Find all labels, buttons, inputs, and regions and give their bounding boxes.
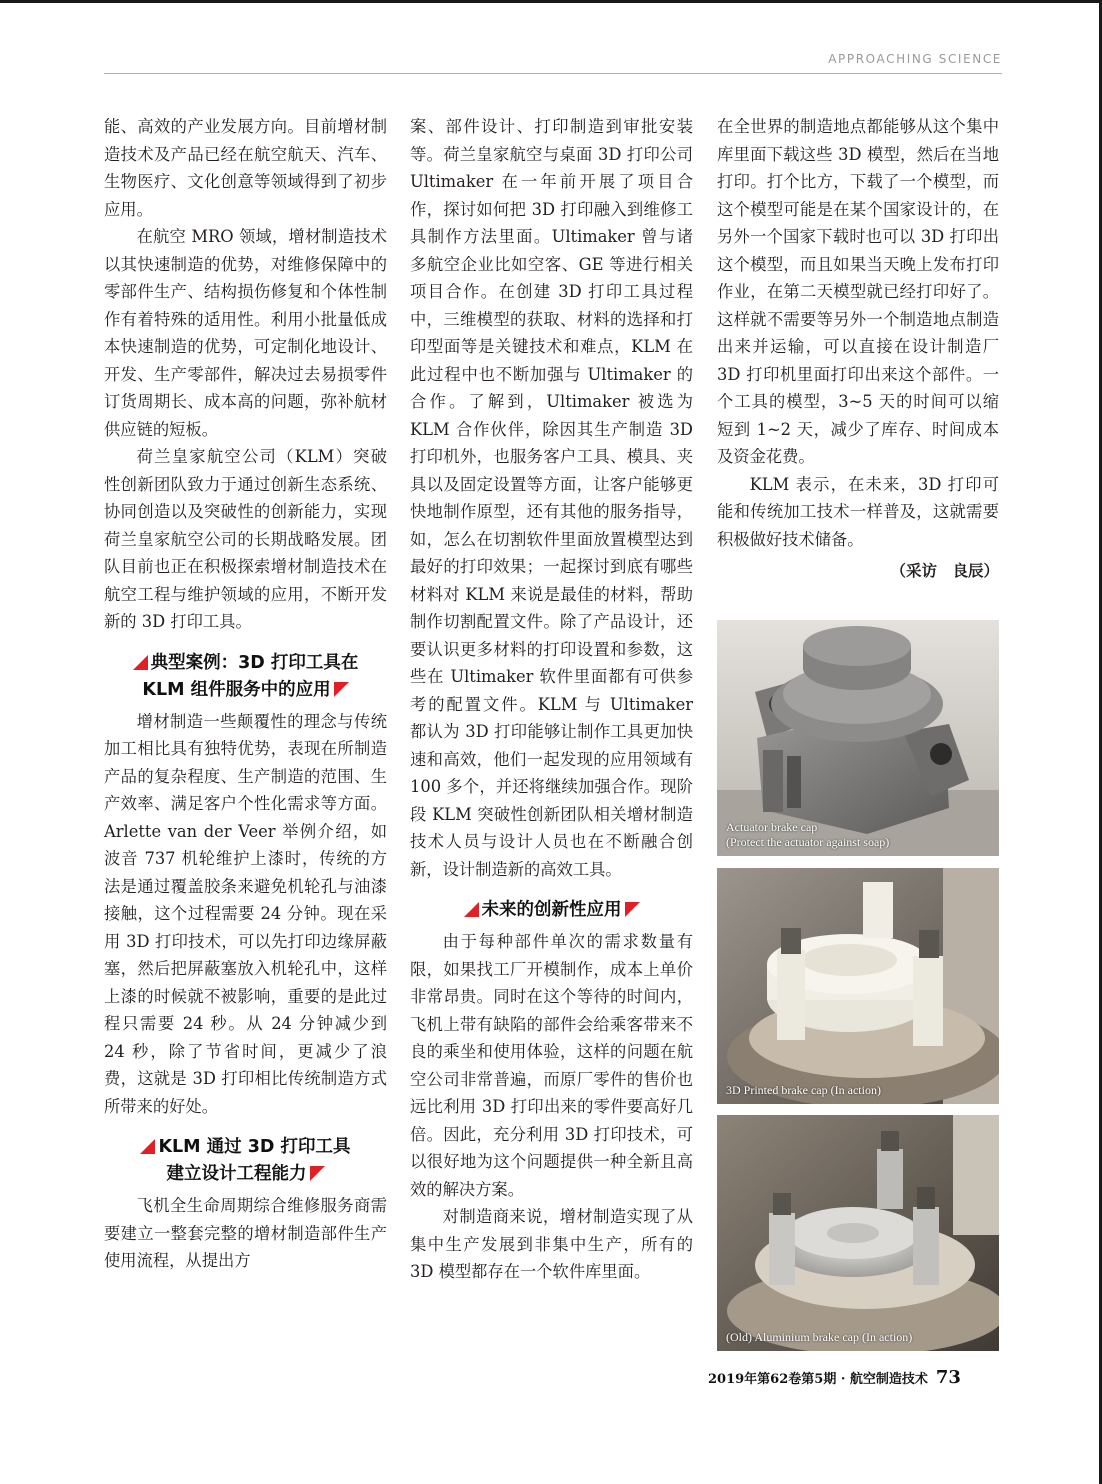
heading-line: 建立设计工程能力 <box>166 1164 307 1184</box>
frame-top-border <box>0 0 1102 3</box>
photo-aluminium-brake-cap <box>717 1115 999 1351</box>
page-number: 73 <box>935 1367 961 1388</box>
heading-line: KLM 通过 3D 打印工具 <box>158 1137 351 1157</box>
photo-3d-printed-brake-cap <box>717 868 999 1104</box>
section-heading-future-applications <box>410 897 693 924</box>
paragraph: KLM 表示，在未来，3D 打印可能和传统加工技术一样普及，这就需要积极做好技术储备。 <box>717 474 999 549</box>
paragraph: 在航空 MRO 领域，增材制造技术以其快速制造的优势，对维修保障中的零部件生产、结构损伤修复和个体性制作有着特殊的适用性。利用小批量低成本快速制造的优势，可定制化地设计、开发、生产零部件，解决过去易损零件订货周期长、成本高的问题，弥补航材供应链的短板。 <box>104 227 387 439</box>
paragraph: 案、部件设计、打印制造到审批安装等。荷兰皇家航空与桌面 3D 打印公司 Ultimaker 在一年前开展了项目合作，探讨如何把 3D 打印融入到维修工具制作方法里面。Ultimaker 曾与诸多航空企业比如空客、GE 等进行相关项目合作。在创建 3D 打印工具过程中，三维模型的获取、材料的选择和打印型面等是关键技术和难点，KLM 在此过程中也不断加强与 Ultimaker 的合作。了解到，Ultimaker 被选为 KLM 合作伙伴，除因其生产制造 3D 打印机外，也服务客户工具、模具、夹具以及固定设置等方面，让客户能够更快地制作原型，还有其他的服务指导，如，怎么在切割软件里面放置模型达到最好的打印效果；一起探讨到底有哪些材料对 KLM 来说是最佳的材料，帮助制作切割配置文件。除了产品设计，还要认识更多材料的打印设置和参数，这些在 Ultimaker 软件里面都有可供参考的配置文件。KLM 与 Ultimaker 都认为 3D 打印能够让制作工具更加快速和高效，他们一起发现的应用领域有 100 多个，并还将继续加强合作。现阶段 KLM 突破性创新团队相关增材制造技术人员与设计人员也在不断融合创新，设计制造新的高效工具。 <box>410 117 693 879</box>
printed-cap-photo-illustration <box>717 868 999 1104</box>
paragraph: 对制造商来说，增材制造实现了从集中生产发展到非集中生产，所有的 3D 模型都存在一个软件库里面。 <box>410 1207 693 1281</box>
heading-line: KLM 组件服务中的应用 <box>142 679 331 700</box>
paragraph: 在全世界的制造地点都能够从这个集中库里面下载这些 3D 模型，然后在当地打印。打个比方，下载了一个模型，而这个模型可能是在某个国家设计的，在另外一个国家下载时也可以 3D 打印出这个模型，而且如果当天晚上发布打印作业，在第二天模型就已经打印好了。这样就不需要等另外一个制造地点制造出来并运输，可以直接在设计制造厂 3D 打印机里面打印出来这个部件。一个工具的模型，3~5 天的时间可以缩短到 1~2 天，减少了库存、时间成本及资金花费。 <box>717 117 999 466</box>
caption-line: (Protect the actuator against soap) <box>726 835 890 849</box>
running-head: APPROACHING SCIENCE <box>828 52 1002 66</box>
heading-line: 未来的创新性应用 <box>481 900 622 920</box>
header-rule <box>104 73 1002 74</box>
heading-line: 典型案例：3D 打印工具在 <box>150 652 359 673</box>
section-heading-design-capability <box>104 1134 387 1188</box>
triangle-marker-icon <box>140 1139 155 1154</box>
interview-byline: （采访 良辰） <box>890 561 999 580</box>
photo-caption <box>726 820 889 850</box>
journal-issue: 2019年第62卷第5期 · 航空制造技术 <box>708 1372 928 1387</box>
triangle-marker-icon <box>464 902 479 917</box>
triangle-marker-icon <box>334 682 349 697</box>
column-3 <box>717 113 999 584</box>
paragraph: 由于每种部件单次的需求数量有限，如果找工厂开模制作，成本上单价非常昂贵。同时在这个等待的时间内，飞机上带有缺陷的部件会给乘客带来不良的乘坐和使用体验，这样的问题在航空公司非常普遍，而原厂零件的售价也远比利用 3D 打印出来的零件要高好几倍。因此，充分利用 3D 打印技术，可以很好地为这个问题提供一种全新且高效的解决方案。 <box>410 932 693 1199</box>
triangle-marker-icon <box>133 655 148 670</box>
caption-line: (Old) Aluminium brake cap (In action) <box>726 1330 913 1344</box>
photo-actuator-brake-cap <box>717 620 999 856</box>
triangle-marker-icon <box>625 902 640 917</box>
column-1 <box>104 113 387 1275</box>
page-footer <box>708 1367 961 1388</box>
caption-line: Actuator brake cap <box>726 820 818 834</box>
paragraph: 飞机全生命周期综合维修服务商需要建立一整套完整的增材制造部件生产使用流程，从提出方 <box>104 1196 387 1270</box>
column-2 <box>410 113 693 1286</box>
paragraph: 荷兰皇家航空公司（KLM）突破性创新团队致力于通过创新生态系统、协同创造以及突破性的创新能力，实现荷兰皇家航空公司的长期战略发展。团队目前也正在积极探索增材制造技术在航空工程与维护领域的应用，不断开发新的 3D 打印工具。 <box>104 447 387 631</box>
photo-caption <box>726 1330 912 1345</box>
aluminium-cap-photo-illustration <box>717 1115 999 1351</box>
paragraph: 能、高效的产业发展方向。目前增材制造技术及产品已经在航空航天、汽车、生物医疗、文化创意等领域得到了初步应用。 <box>104 117 387 219</box>
photo-caption <box>726 1083 881 1098</box>
paragraph: 增材制造一些颠覆性的理念与传统加工相比具有独特优势，表现在所制造产品的复杂程度、生产制造的范围、生产效率、满足客户个性化需求等方面。Arlette van der Veer 举例介绍，如波音 737 机轮维护上漆时，传统的方法是通过覆盖胶条来避免机轮孔与油漆接触，这个过程需要 24 分钟。现在采用 3D 打印技术，可以先打印边缘屏蔽塞，然后把屏蔽塞放入机轮孔中，这样上漆的时候就不被影响，重要的是此过程只需要 24 秒。从 24 分钟减少到 24 秒，除了节省时间，更减少了浪费，这就是 3D 打印相比传统制造方式所带来的好处。 <box>104 711 387 1116</box>
caption-line: 3D Printed brake cap (In action) <box>726 1083 881 1097</box>
triangle-marker-icon <box>310 1166 325 1181</box>
section-heading-case-study <box>104 650 387 704</box>
